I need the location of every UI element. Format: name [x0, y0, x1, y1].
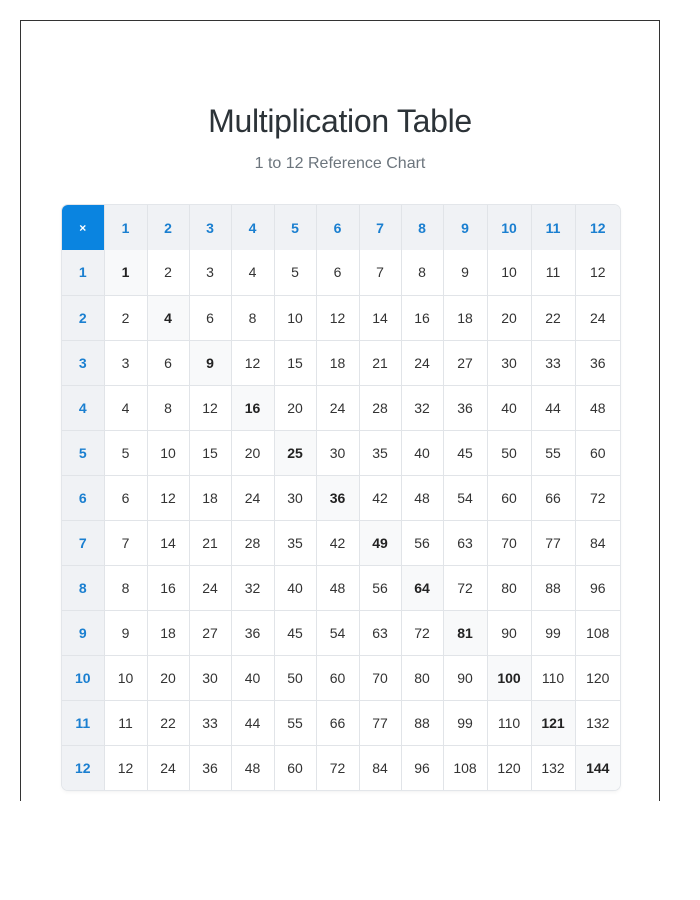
product-cell: 18 — [147, 610, 189, 655]
product-cell: 6 — [189, 295, 231, 340]
product-cell: 44 — [231, 700, 274, 745]
product-cell: 12 — [231, 340, 274, 385]
square-cell: 25 — [274, 430, 316, 475]
table-row — [62, 475, 620, 520]
product-cell: 72 — [316, 745, 359, 790]
row-header-4: 4 — [62, 385, 104, 430]
product-cell: 56 — [359, 565, 401, 610]
row-header-8: 8 — [62, 565, 104, 610]
product-cell: 24 — [189, 565, 231, 610]
table-row — [62, 655, 620, 700]
table-row — [62, 430, 620, 475]
multiplication-table — [62, 205, 620, 790]
product-cell: 40 — [231, 655, 274, 700]
product-cell: 30 — [274, 475, 316, 520]
table-row — [62, 250, 620, 295]
product-cell: 96 — [401, 745, 443, 790]
product-cell: 60 — [487, 475, 531, 520]
product-cell: 96 — [575, 565, 620, 610]
product-cell: 24 — [316, 385, 359, 430]
table-row — [62, 745, 620, 790]
product-cell: 4 — [231, 250, 274, 295]
product-cell: 132 — [575, 700, 620, 745]
product-cell: 10 — [104, 655, 147, 700]
column-header-7: 7 — [359, 205, 401, 250]
product-cell: 72 — [443, 565, 487, 610]
product-cell: 120 — [487, 745, 531, 790]
product-cell: 22 — [147, 700, 189, 745]
product-cell: 11 — [104, 700, 147, 745]
product-cell: 99 — [531, 610, 575, 655]
product-cell: 108 — [443, 745, 487, 790]
product-cell: 48 — [316, 565, 359, 610]
square-cell: 81 — [443, 610, 487, 655]
product-cell: 5 — [274, 250, 316, 295]
product-cell: 2 — [147, 250, 189, 295]
product-cell: 28 — [231, 520, 274, 565]
table-body — [62, 250, 620, 790]
column-header-1: 1 — [104, 205, 147, 250]
product-cell: 33 — [189, 700, 231, 745]
product-cell: 44 — [531, 385, 575, 430]
product-cell: 48 — [401, 475, 443, 520]
multiplication-table-container — [62, 205, 620, 790]
product-cell: 30 — [487, 340, 531, 385]
product-cell: 30 — [316, 430, 359, 475]
product-cell: 48 — [231, 745, 274, 790]
product-cell: 42 — [359, 475, 401, 520]
product-cell: 12 — [316, 295, 359, 340]
product-cell: 72 — [575, 475, 620, 520]
row-header-7: 7 — [62, 520, 104, 565]
product-cell: 54 — [443, 475, 487, 520]
product-cell: 9 — [104, 610, 147, 655]
row-header-10: 10 — [62, 655, 104, 700]
product-cell: 3 — [104, 340, 147, 385]
column-header-12: 12 — [575, 205, 620, 250]
product-cell: 32 — [231, 565, 274, 610]
product-cell: 14 — [359, 295, 401, 340]
product-cell: 24 — [147, 745, 189, 790]
product-cell: 2 — [104, 295, 147, 340]
product-cell: 33 — [531, 340, 575, 385]
product-cell: 90 — [443, 655, 487, 700]
column-header-5: 5 — [274, 205, 316, 250]
product-cell: 50 — [274, 655, 316, 700]
product-cell: 15 — [274, 340, 316, 385]
product-cell: 8 — [147, 385, 189, 430]
row-header-5: 5 — [62, 430, 104, 475]
corner-cell-multiply-icon: × — [62, 205, 104, 250]
product-cell: 11 — [531, 250, 575, 295]
column-header-9: 9 — [443, 205, 487, 250]
product-cell: 110 — [487, 700, 531, 745]
square-cell: 16 — [231, 385, 274, 430]
product-cell: 110 — [531, 655, 575, 700]
product-cell: 24 — [231, 475, 274, 520]
product-cell: 36 — [575, 340, 620, 385]
table-row — [62, 610, 620, 655]
row-header-3: 3 — [62, 340, 104, 385]
product-cell: 30 — [189, 655, 231, 700]
square-cell: 4 — [147, 295, 189, 340]
product-cell: 18 — [316, 340, 359, 385]
product-cell: 9 — [443, 250, 487, 295]
product-cell: 120 — [575, 655, 620, 700]
product-cell: 3 — [189, 250, 231, 295]
product-cell: 77 — [531, 520, 575, 565]
square-cell: 1 — [104, 250, 147, 295]
page-title: Multiplication Table — [208, 103, 472, 139]
product-cell: 66 — [531, 475, 575, 520]
row-header-12: 12 — [62, 745, 104, 790]
product-cell: 6 — [104, 475, 147, 520]
product-cell: 45 — [274, 610, 316, 655]
product-cell: 32 — [401, 385, 443, 430]
product-cell: 20 — [147, 655, 189, 700]
row-header-9: 9 — [62, 610, 104, 655]
product-cell: 63 — [359, 610, 401, 655]
product-cell: 90 — [487, 610, 531, 655]
square-cell: 121 — [531, 700, 575, 745]
product-cell: 84 — [575, 520, 620, 565]
product-cell: 88 — [401, 700, 443, 745]
product-cell: 50 — [487, 430, 531, 475]
product-cell: 6 — [147, 340, 189, 385]
product-cell: 40 — [487, 385, 531, 430]
product-cell: 27 — [189, 610, 231, 655]
table-row — [62, 340, 620, 385]
product-cell: 10 — [147, 430, 189, 475]
column-header-3: 3 — [189, 205, 231, 250]
square-cell: 36 — [316, 475, 359, 520]
product-cell: 60 — [316, 655, 359, 700]
column-header-11: 11 — [531, 205, 575, 250]
product-cell: 27 — [443, 340, 487, 385]
product-cell: 35 — [359, 430, 401, 475]
product-cell: 7 — [359, 250, 401, 295]
product-cell: 80 — [487, 565, 531, 610]
square-cell: 9 — [189, 340, 231, 385]
table-row — [62, 520, 620, 565]
product-cell: 36 — [443, 385, 487, 430]
product-cell: 24 — [401, 340, 443, 385]
column-header-10: 10 — [487, 205, 531, 250]
product-cell: 12 — [575, 250, 620, 295]
product-cell: 54 — [316, 610, 359, 655]
product-cell: 18 — [443, 295, 487, 340]
product-cell: 45 — [443, 430, 487, 475]
product-cell: 60 — [575, 430, 620, 475]
row-header-6: 6 — [62, 475, 104, 520]
square-cell: 49 — [359, 520, 401, 565]
product-cell: 10 — [487, 250, 531, 295]
product-cell: 15 — [189, 430, 231, 475]
column-header-8: 8 — [401, 205, 443, 250]
product-cell: 8 — [104, 565, 147, 610]
square-cell: 64 — [401, 565, 443, 610]
product-cell: 22 — [531, 295, 575, 340]
product-cell: 6 — [316, 250, 359, 295]
product-cell: 56 — [401, 520, 443, 565]
column-header-6: 6 — [316, 205, 359, 250]
product-cell: 8 — [401, 250, 443, 295]
product-cell: 36 — [231, 610, 274, 655]
row-header-2: 2 — [62, 295, 104, 340]
page-frame — [20, 20, 660, 801]
product-cell: 88 — [531, 565, 575, 610]
product-cell: 12 — [104, 745, 147, 790]
table-row — [62, 700, 620, 745]
square-cell: 144 — [575, 745, 620, 790]
product-cell: 18 — [189, 475, 231, 520]
product-cell: 108 — [575, 610, 620, 655]
column-header-4: 4 — [231, 205, 274, 250]
table-row — [62, 295, 620, 340]
product-cell: 70 — [359, 655, 401, 700]
product-cell: 20 — [231, 430, 274, 475]
page-subtitle: 1 to 12 Reference Chart — [254, 155, 426, 172]
table-row — [62, 385, 620, 430]
square-cell: 100 — [487, 655, 531, 700]
product-cell: 72 — [401, 610, 443, 655]
product-cell: 21 — [189, 520, 231, 565]
product-cell: 132 — [531, 745, 575, 790]
product-cell: 35 — [274, 520, 316, 565]
product-cell: 48 — [575, 385, 620, 430]
product-cell: 84 — [359, 745, 401, 790]
product-cell: 77 — [359, 700, 401, 745]
product-cell: 14 — [147, 520, 189, 565]
product-cell: 42 — [316, 520, 359, 565]
header-row — [62, 205, 620, 250]
product-cell: 20 — [274, 385, 316, 430]
product-cell: 8 — [231, 295, 274, 340]
product-cell: 28 — [359, 385, 401, 430]
product-cell: 36 — [189, 745, 231, 790]
row-header-11: 11 — [62, 700, 104, 745]
table-row — [62, 565, 620, 610]
row-header-1: 1 — [62, 250, 104, 295]
product-cell: 7 — [104, 520, 147, 565]
product-cell: 55 — [274, 700, 316, 745]
product-cell: 21 — [359, 340, 401, 385]
product-cell: 55 — [531, 430, 575, 475]
product-cell: 16 — [147, 565, 189, 610]
product-cell: 80 — [401, 655, 443, 700]
product-cell: 4 — [104, 385, 147, 430]
product-cell: 70 — [487, 520, 531, 565]
product-cell: 99 — [443, 700, 487, 745]
product-cell: 12 — [189, 385, 231, 430]
product-cell: 5 — [104, 430, 147, 475]
product-cell: 16 — [401, 295, 443, 340]
product-cell: 66 — [316, 700, 359, 745]
product-cell: 24 — [575, 295, 620, 340]
product-cell: 10 — [274, 295, 316, 340]
product-cell: 63 — [443, 520, 487, 565]
product-cell: 12 — [147, 475, 189, 520]
product-cell: 60 — [274, 745, 316, 790]
product-cell: 40 — [274, 565, 316, 610]
product-cell: 20 — [487, 295, 531, 340]
product-cell: 40 — [401, 430, 443, 475]
column-header-2: 2 — [147, 205, 189, 250]
